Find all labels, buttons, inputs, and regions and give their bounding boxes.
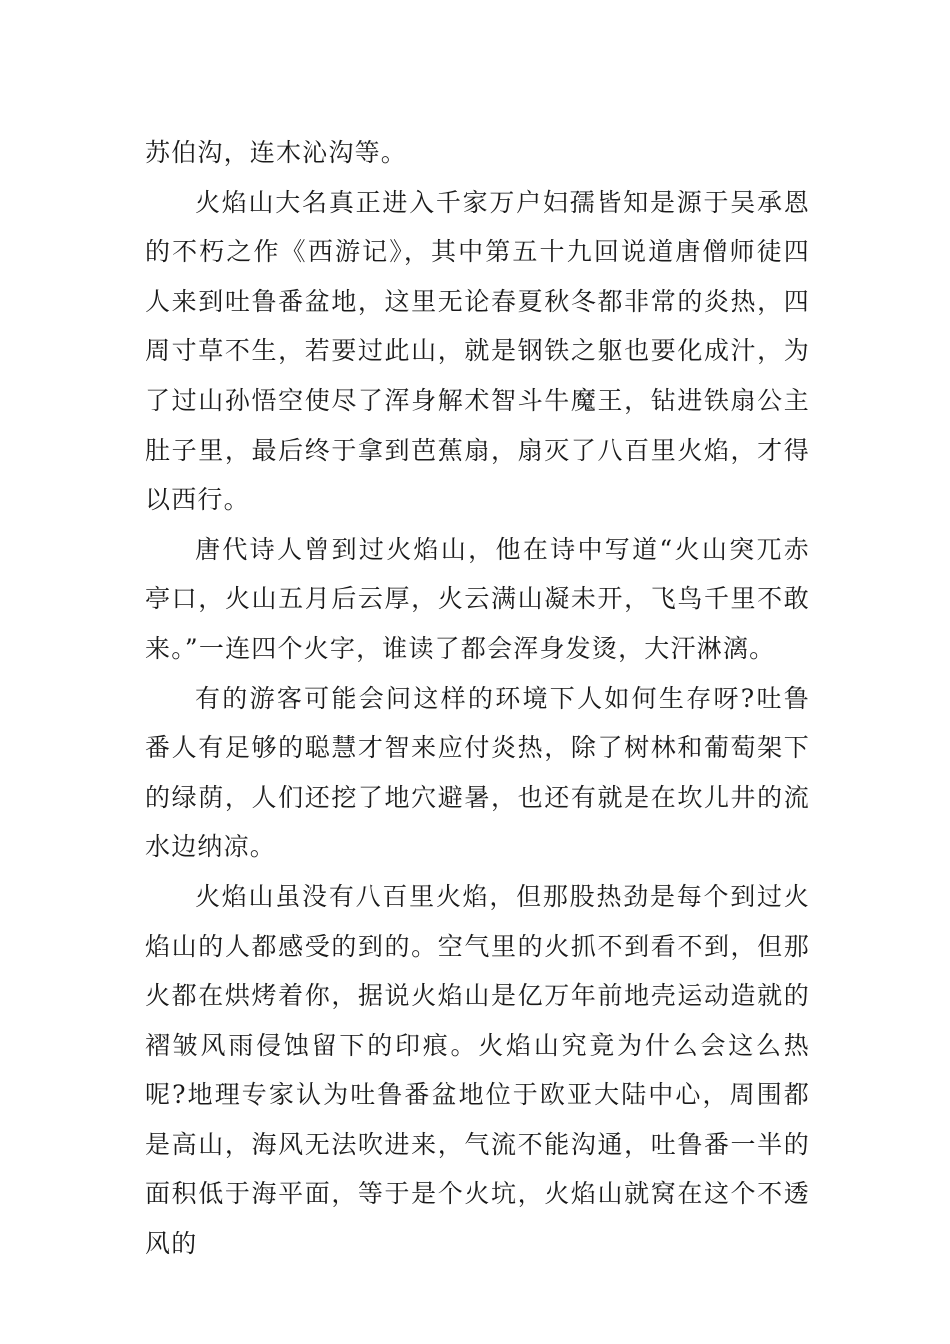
paragraph-xiyouji: 火焰山大名真正进入千家万户妇孺皆知是源于吴承恩的不朽之作《西游记》，其中第五十九回说道唐僧师徒四人来到吐鲁番盆地，这里无论春夏秋冬都非常的炎热，四周寸草不生，若要过此山，就是钢铁之躯也要化成汁，为了过山孙悟空使尽了浑身解术智斗牛魔王，钻进铁扇公主肚子里，最后终于拿到芭蕉扇，扇灭了八百里火焰，才得以西行。 [145, 187, 810, 515]
document-body [145, 128, 810, 1269]
paragraph-survival: 有的游客可能会问这样的环境下人如何生存呀?吐鲁番人有足够的聪慧才智来应付炎热，除了树林和葡萄架下的绿荫，人们还挖了地穴避暑，也还有就是在坎儿井的流水边纳凉。 [145, 683, 810, 862]
paragraph-heat-explanation: 火焰山虽没有八百里火焰，但那股热劲是每个到过火焰山的人都感受的到的。空气里的火抓不到看不到，但那火都在烘烤着你，据说火焰山是亿万年前地壳运动造就的褶皱风雨侵蚀留下的印痕。火焰山究竟为什么会这么热呢?地理专家认为吐鲁番盆地位于欧亚大陆中心，周围都是高山，海风无法吹进来，气流不能沟通，吐鲁番一半的面积低于海平面，等于是个火坑，火焰山就窝在这个不透风的 [145, 881, 810, 1259]
paragraph-tang-poet: 唐代诗人曾到过火焰山，他在诗中写道“火山突兀赤亭口，火山五月后云厚，火云满山凝未开，飞鸟千里不敢来。”一连四个火字，谁读了都会浑身发烫，大汗淋漓。 [145, 534, 810, 663]
paragraph-continued: 苏伯沟，连木沁沟等。 [145, 138, 408, 167]
